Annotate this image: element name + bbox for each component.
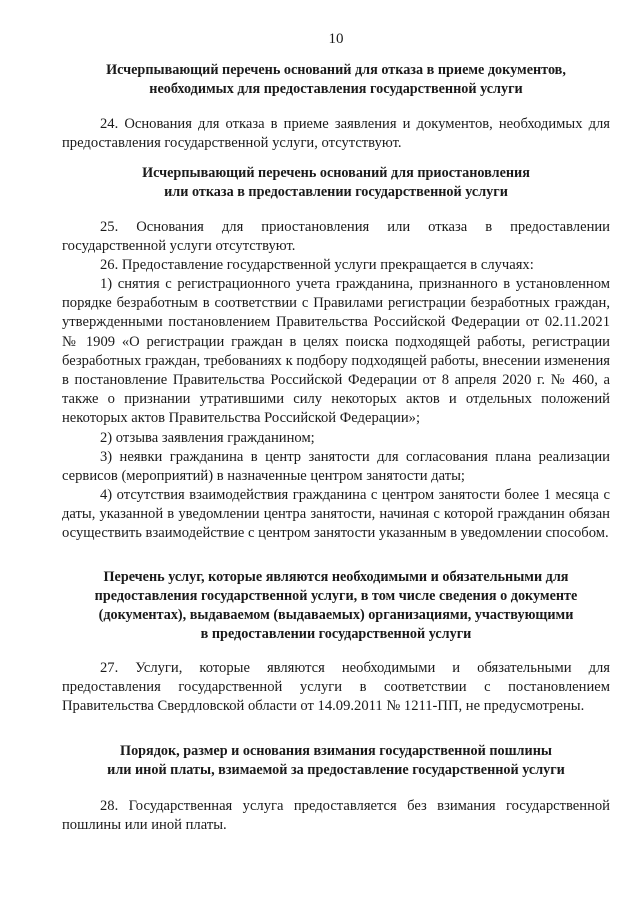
heading-line: (документах), выдаваемом (выдаваемых) организациями, участвующими <box>98 607 574 623</box>
paragraph-28: 28. Государственная услуга предоставляется без взимания государственной пошлины или иной платы. <box>62 798 610 834</box>
paragraph-26-item-3: 3) неявки гражданина в центр занятости для согласования плана реализации сервисов (мероприятий) в назначенные центром занятости даты; <box>62 449 610 485</box>
heading-line: в предоставлении государственной услуги <box>200 626 472 642</box>
heading-line: Порядок, размер и основания взимания государственной пошлины <box>120 743 552 759</box>
heading-line: необходимых для предоставления государственной услуги <box>149 81 523 97</box>
heading-line: предоставления государственной услуги, в том числе сведения о документе <box>94 588 578 604</box>
section-heading-required-services <box>62 568 610 644</box>
section-heading-suspension-refusal <box>62 164 610 202</box>
section-heading-refusal-acceptance <box>62 61 610 99</box>
heading-line: Исчерпывающий перечень оснований для приостановления <box>142 165 530 181</box>
paragraph-24: 24. Основания для отказа в приеме заявления и документов, необходимых для предоставления государственной услуги, отсутствуют. <box>62 116 610 152</box>
section-heading-state-fee <box>62 742 610 780</box>
heading-line: или отказа в предоставлении государственной услуги <box>164 184 508 200</box>
heading-line: Перечень услуг, которые являются необходимыми и обязательными для <box>103 569 569 585</box>
page-number: 10 <box>328 31 344 47</box>
paragraph-27: 27. Услуги, которые являются необходимыми и обязательными для предоставления государственной услуги в соответствии с постановлением Правительства Свердловской области от 14.09.2011 № 1211-ПП, не предусмотрены. <box>62 660 610 715</box>
heading-line: или иной платы, взимаемой за предоставление государственной услуги <box>107 762 565 778</box>
heading-line: Исчерпывающий перечень оснований для отказа в приеме документов, <box>106 62 566 78</box>
paragraph-25: 25. Основания для приостановления или отказа в предоставлении государственной услуги отсутствуют. <box>62 219 610 255</box>
paragraph-26-item-2: 2) отзыва заявления гражданином; <box>100 430 315 446</box>
paragraph-26-item-4: 4) отсутствия взаимодействия гражданина с центром занятости более 1 месяца с даты, указанной в уведомлении центра занятости, начиная с которой гражданин обязан осуществить взаимодействие с центром занятости указанным в уведомлении способом. <box>62 487 610 542</box>
paragraph-26-item-1: 1) снятия с регистрационного учета гражданина, признанного в установленном порядке безработным в соответствии с Правилами регистрации безработных граждан, утвержденными постановлением Правительства Российской Федерации от 02.11.2021 № 1909 «О регистрации граждан в целях поиска подходящей работы, регистрации безработных граждан, требованиях к подбору подходящей работы, внесении изменения в постановление Правительства Российской Федерации от 8 апреля 2020 г. № 460, а также о признании утратившими силу некоторых актов и отдельных положений некоторых актов Правительства Российской Федерации»; <box>62 276 610 427</box>
paragraph-26: 26. Предоставление государственной услуги прекращается в случаях: <box>100 257 534 273</box>
